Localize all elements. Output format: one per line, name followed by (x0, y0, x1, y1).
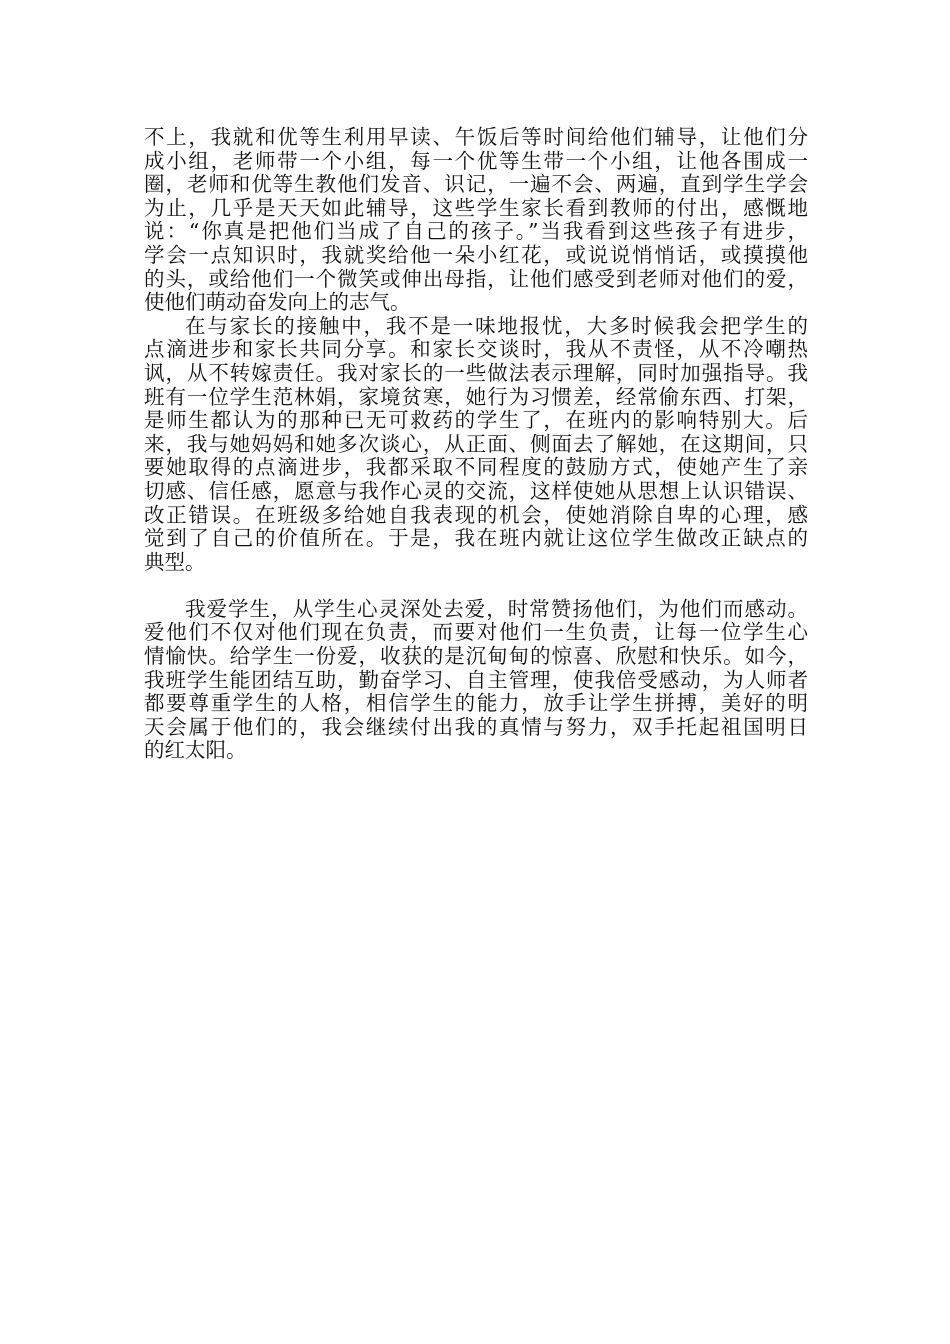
text-line: 点滴进步和家长共同分享。和家长交谈时，我从不责怪，从不冷嘲热 (144, 337, 808, 362)
text-line: 情愉快。给学生一份爱，收获的是沉甸甸的惊喜、欣慰和快乐。如今， (144, 644, 808, 669)
text-line: 班有一位学生范林娟，家境贫寒，她行为习惯差，经常偷东西、打架， (144, 384, 808, 409)
text-line: 成小组，老师带一个小组，每一个优等生带一个小组，让他各围成一 (144, 148, 808, 173)
text-line: 我班学生能团结互助，勤奋学习、自主管理，使我倍受感动，为人师者 (144, 667, 808, 692)
text-line: 我爱学生，从学生心灵深处去爱，时常赞扬他们，为他们而感动。 (185, 596, 808, 621)
text-line: 是师生都认为的那种已无可救药的学生了，在班内的影响特别大。后 (144, 408, 808, 433)
text-line: 使他们萌动奋发向上的志气。 (144, 290, 411, 315)
text-line: 说：“你真是把他们当成了自己的孩子。”当我看到这些孩子有进步， (144, 219, 808, 244)
paragraph-love-students (144, 598, 808, 763)
text-line: 典型。 (144, 549, 206, 574)
text-line: 切感、信任感，愿意与我作心灵的交流，这样使她从思想上认识错误、 (144, 478, 808, 503)
text-line: 不上，我就和优等生利用早读、午饭后等时间给他们辅导，让他们分 (144, 125, 808, 149)
text-line: 天会属于他们的，我会继续付出我的真情与努力，双手托起祖国明日 (144, 714, 808, 739)
paragraph-tutoring (144, 126, 808, 315)
text-line: 学会一点知识时，我就奖给他一朵小红花，或说说悄悄话，或摸摸他 (144, 242, 808, 267)
text-line: 为止，几乎是天天如此辅导，这些学生家长看到教师的付出，感慨地 (144, 195, 808, 220)
text-line: 的头，或给他们一个微笑或伸出母指，让他们感受到老师对他们的爱， (144, 266, 808, 291)
text-line: 改正错误。在班级多给她自我表现的机会，使她消除自卑的心理，感 (144, 502, 808, 527)
text-line: 在与家长的接触中，我不是一味地报忧，大多时候我会把学生的 (185, 313, 808, 338)
paragraph-parents (144, 315, 808, 575)
text-line: 爱他们不仅对他们现在负责，而要对他们一生负责，让每一位学生心 (144, 620, 808, 645)
text-line: 的红太阳。 (144, 738, 247, 763)
document-page (144, 126, 808, 763)
text-line: 来，我与她妈妈和她多次谈心，从正面、侧面去了解她，在这期间，只 (144, 431, 808, 456)
text-line: 觉到了自己的价值所在。于是，我在班内就让这位学生做改正缺点的 (144, 526, 808, 551)
text-line: 都要尊重学生的人格，相信学生的能力，放手让学生拼搏，美好的明 (144, 691, 808, 716)
text-line: 讽，从不转嫁责任。我对家长的一些做法表示理解，同时加强指导。我 (144, 360, 808, 385)
text-line: 要她取得的点滴进步，我都采取不同程度的鼓励方式，使她产生了亲 (144, 455, 808, 480)
text-line: 圈，老师和优等生教他们发音、识记，一遍不会、两遍，直到学生学会 (144, 172, 808, 197)
